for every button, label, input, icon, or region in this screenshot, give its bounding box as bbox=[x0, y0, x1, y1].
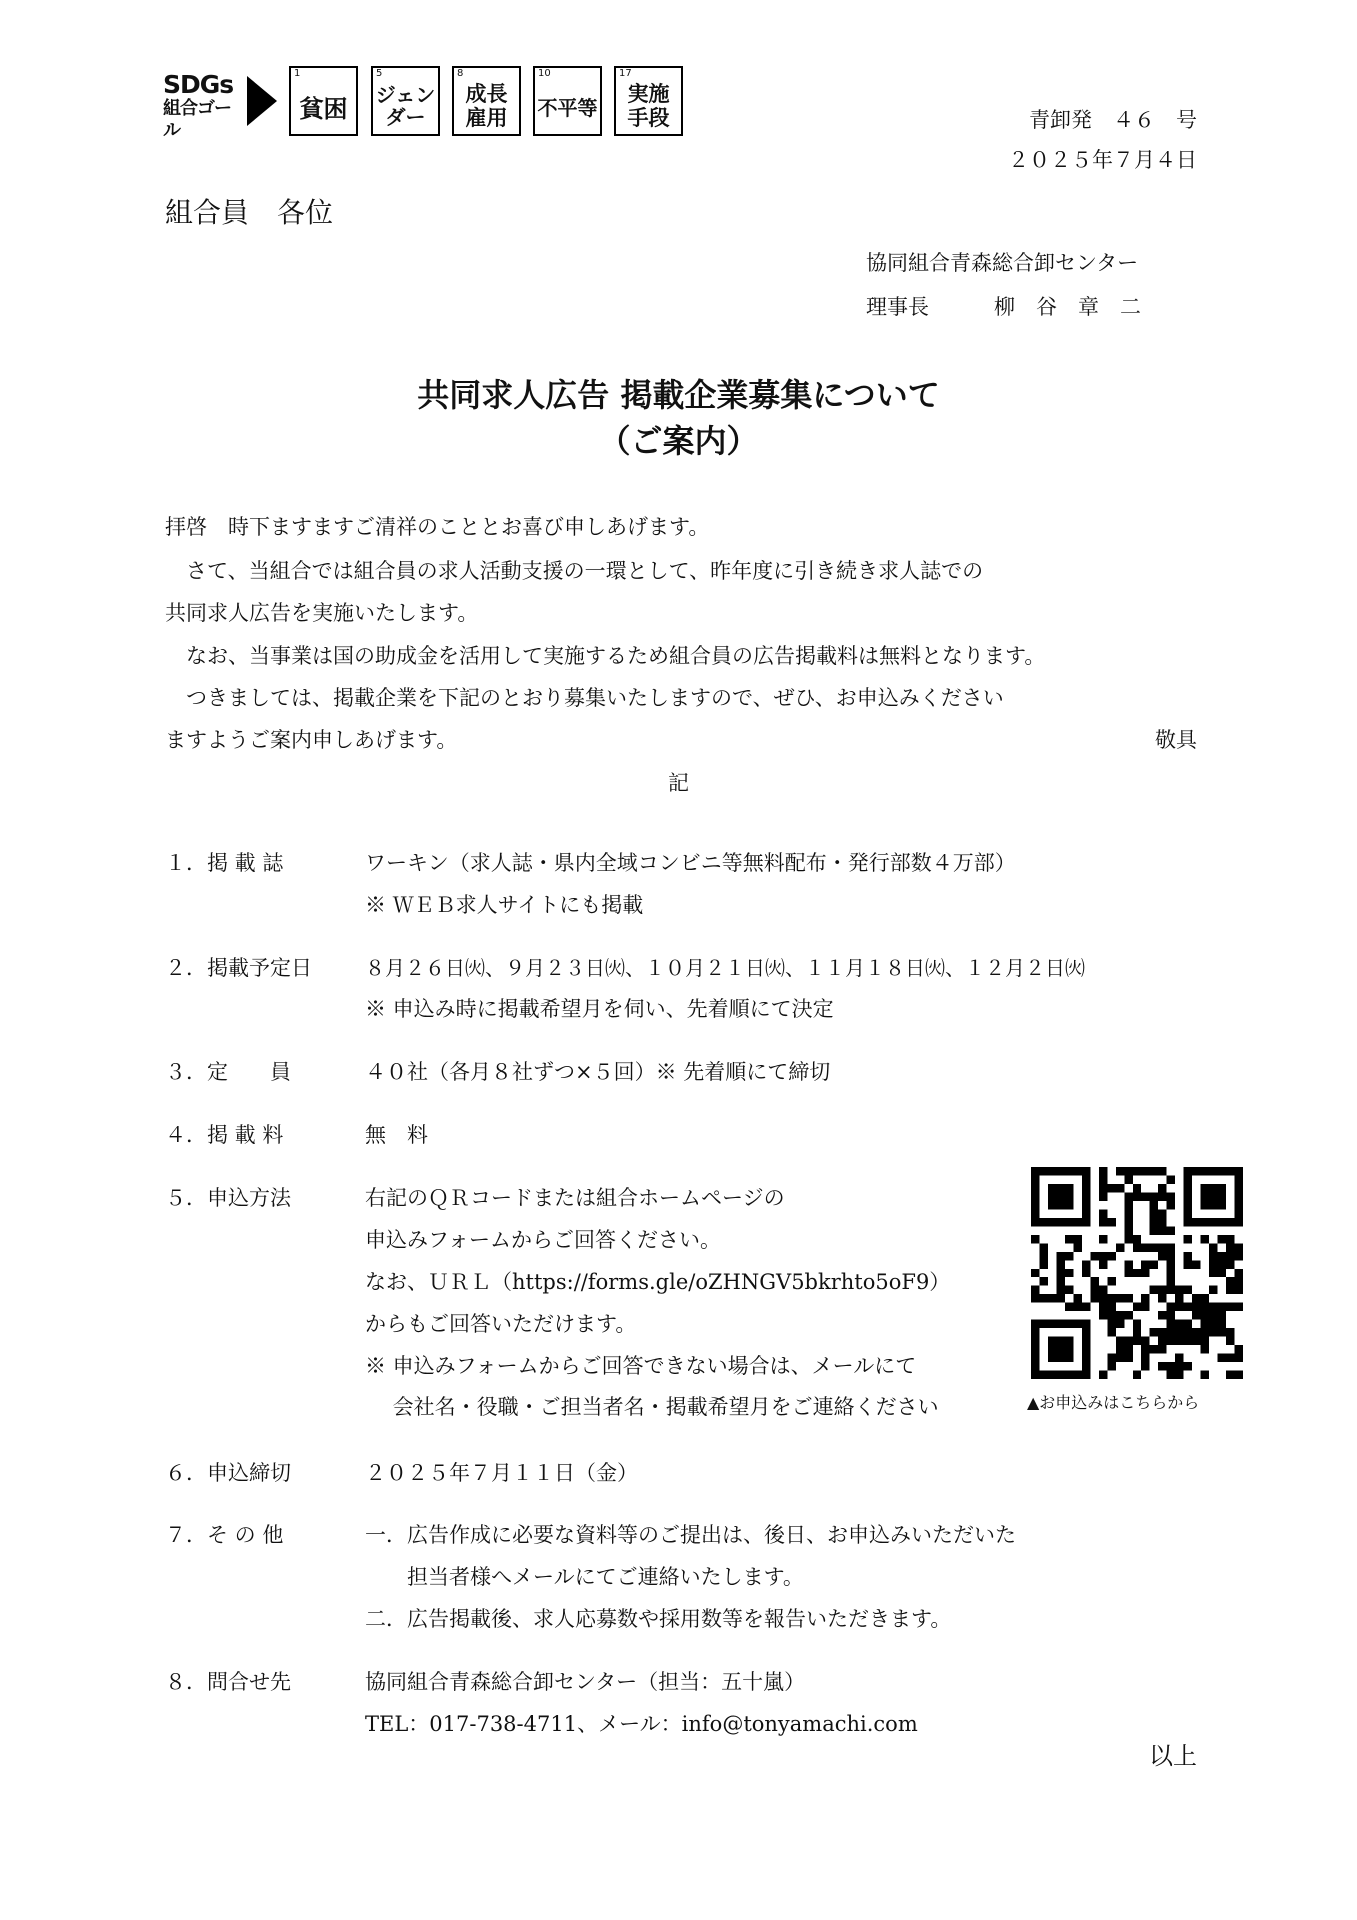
ki-heading: 記 bbox=[668, 771, 689, 795]
sdgs-goal-10 bbox=[533, 66, 602, 136]
page-subtitle: （ご案内） bbox=[598, 422, 759, 460]
item-value: ４０社（各月８社ずつ×５回）※ 先着順にて締切 bbox=[365, 1060, 831, 1084]
goal-text: 成長 雇用 bbox=[465, 82, 508, 130]
contact-details: TEL：017-738-4711、メール：info@tonyamachi.com bbox=[365, 1712, 918, 1736]
sdgs-goal-1 bbox=[289, 66, 358, 136]
item-value: 協同組合青森総合卸センター（担当：五十嵐） bbox=[365, 1670, 806, 1694]
goal-number: 5 bbox=[376, 68, 383, 79]
goal-text: ジェン ダー bbox=[375, 83, 436, 129]
item-note: ※ ＷＥＢ求人サイトにも掲載 bbox=[365, 893, 644, 917]
sdgs-goal-8 bbox=[452, 66, 521, 136]
body-paragraph: さて、当組合では組合員の求人活動支援の一環として、昨年度に引き続き求人誌での bbox=[165, 559, 984, 583]
item-value: 無 料 bbox=[365, 1123, 428, 1147]
body-paragraph: つきましては、掲載企業を下記のとおり募集いたしますので、ぜひ、お申込みください bbox=[165, 686, 1004, 710]
greeting: 拝啓 時下ますますご清祥のこととお喜び申しあげます。 bbox=[165, 515, 710, 539]
body-paragraph: なお、当事業は国の助成金を活用して実施するため組合員の広告掲載料は無料となります。 bbox=[165, 644, 1046, 668]
item-label: ６．申込締切 bbox=[165, 1461, 291, 1485]
body-paragraph: 共同求人広告を実施いたします。 bbox=[165, 601, 479, 625]
item-note: 会社名・役職・ご担当者名・掲載希望月をご連絡ください bbox=[365, 1395, 939, 1419]
item-label: ８．問合せ先 bbox=[165, 1670, 291, 1694]
item-value: 申込みフォームからご回答ください。 bbox=[365, 1228, 721, 1252]
sender-organization: 協同組合青森総合卸センター bbox=[866, 251, 1139, 275]
sdgs-goal-17 bbox=[614, 66, 683, 136]
item-value: ８月２６日㈫、９月２３日㈫、１０月２１日㈫、１１月１８日㈫、１２月２日㈫ bbox=[365, 956, 1085, 980]
item-note: ※ 申込みフォームからご回答できない場合は、メールにて bbox=[365, 1354, 917, 1378]
document-number: 青卸発 ４６ 号 bbox=[1029, 108, 1197, 132]
item-value: 二．広告掲載後、求人応募数や採用数等を報告いただきます。 bbox=[365, 1607, 952, 1631]
item-value: 一．広告作成に必要な資料等のご提出は、後日、お申込みいただいた bbox=[365, 1523, 1016, 1547]
qr-caption: ▲お申込みはこちらから bbox=[1027, 1393, 1200, 1412]
item-note: ※ 申込み時に掲載希望月を伺い、先着順にて決定 bbox=[365, 997, 834, 1021]
sdgs-label bbox=[163, 70, 234, 142]
body-paragraph: ますようご案内申しあげます。 bbox=[165, 728, 458, 752]
item-label: ７．そ の 他 bbox=[165, 1523, 284, 1547]
goal-number: 10 bbox=[538, 68, 551, 79]
goal-text: 実施 手段 bbox=[627, 82, 670, 130]
sdgs-goal-5 bbox=[371, 66, 440, 136]
item-value: 担当者様へメールにてご連絡いたします。 bbox=[365, 1565, 804, 1589]
goal-text: 貧困 bbox=[299, 94, 348, 123]
item-value: ２０２５年７月１１日（金） bbox=[365, 1461, 638, 1485]
end-mark: 以上 bbox=[1149, 1742, 1197, 1770]
item-label: ４．掲 載 料 bbox=[165, 1123, 284, 1147]
closing-keigu: 敬具 bbox=[1155, 728, 1197, 752]
goal-number: 1 bbox=[294, 68, 301, 79]
goal-text: 不平等 bbox=[537, 95, 598, 120]
item-value: からもご回答いただけます。 bbox=[365, 1312, 637, 1336]
sdgs-title: SDGs bbox=[163, 70, 234, 99]
item-value: ワーキン（求人誌・県内全域コンビニ等無料配布・発行部数４万部） bbox=[365, 851, 1016, 875]
qr-code[interactable] bbox=[1031, 1167, 1243, 1379]
goal-number: 8 bbox=[457, 68, 464, 79]
item-label: ５．申込方法 bbox=[165, 1186, 291, 1210]
item-value: 右記のＱＲコードまたは組合ホームページの bbox=[365, 1186, 785, 1210]
goal-number: 17 bbox=[619, 68, 632, 79]
document-date: ２０２５年７月４日 bbox=[1008, 148, 1197, 172]
addressee: 組合員 各位 bbox=[165, 196, 334, 229]
sender-name: 柳 谷 章 二 bbox=[994, 295, 1141, 319]
item-label: ２．掲載予定日 bbox=[165, 956, 312, 980]
sender-title: 理事長 bbox=[866, 295, 929, 319]
page-title: 共同求人広告 掲載企業募集について bbox=[417, 376, 940, 414]
item-label: ３．定 員 bbox=[165, 1060, 291, 1084]
sdgs-subtitle: 組合ゴール bbox=[163, 98, 231, 141]
item-value: なお、ＵＲＬ（https://forms.gle/oZHNGV5bkrhto5oF9） bbox=[365, 1270, 951, 1294]
arrow-right-icon bbox=[247, 76, 277, 126]
item-label: １．掲 載 誌 bbox=[165, 851, 284, 875]
